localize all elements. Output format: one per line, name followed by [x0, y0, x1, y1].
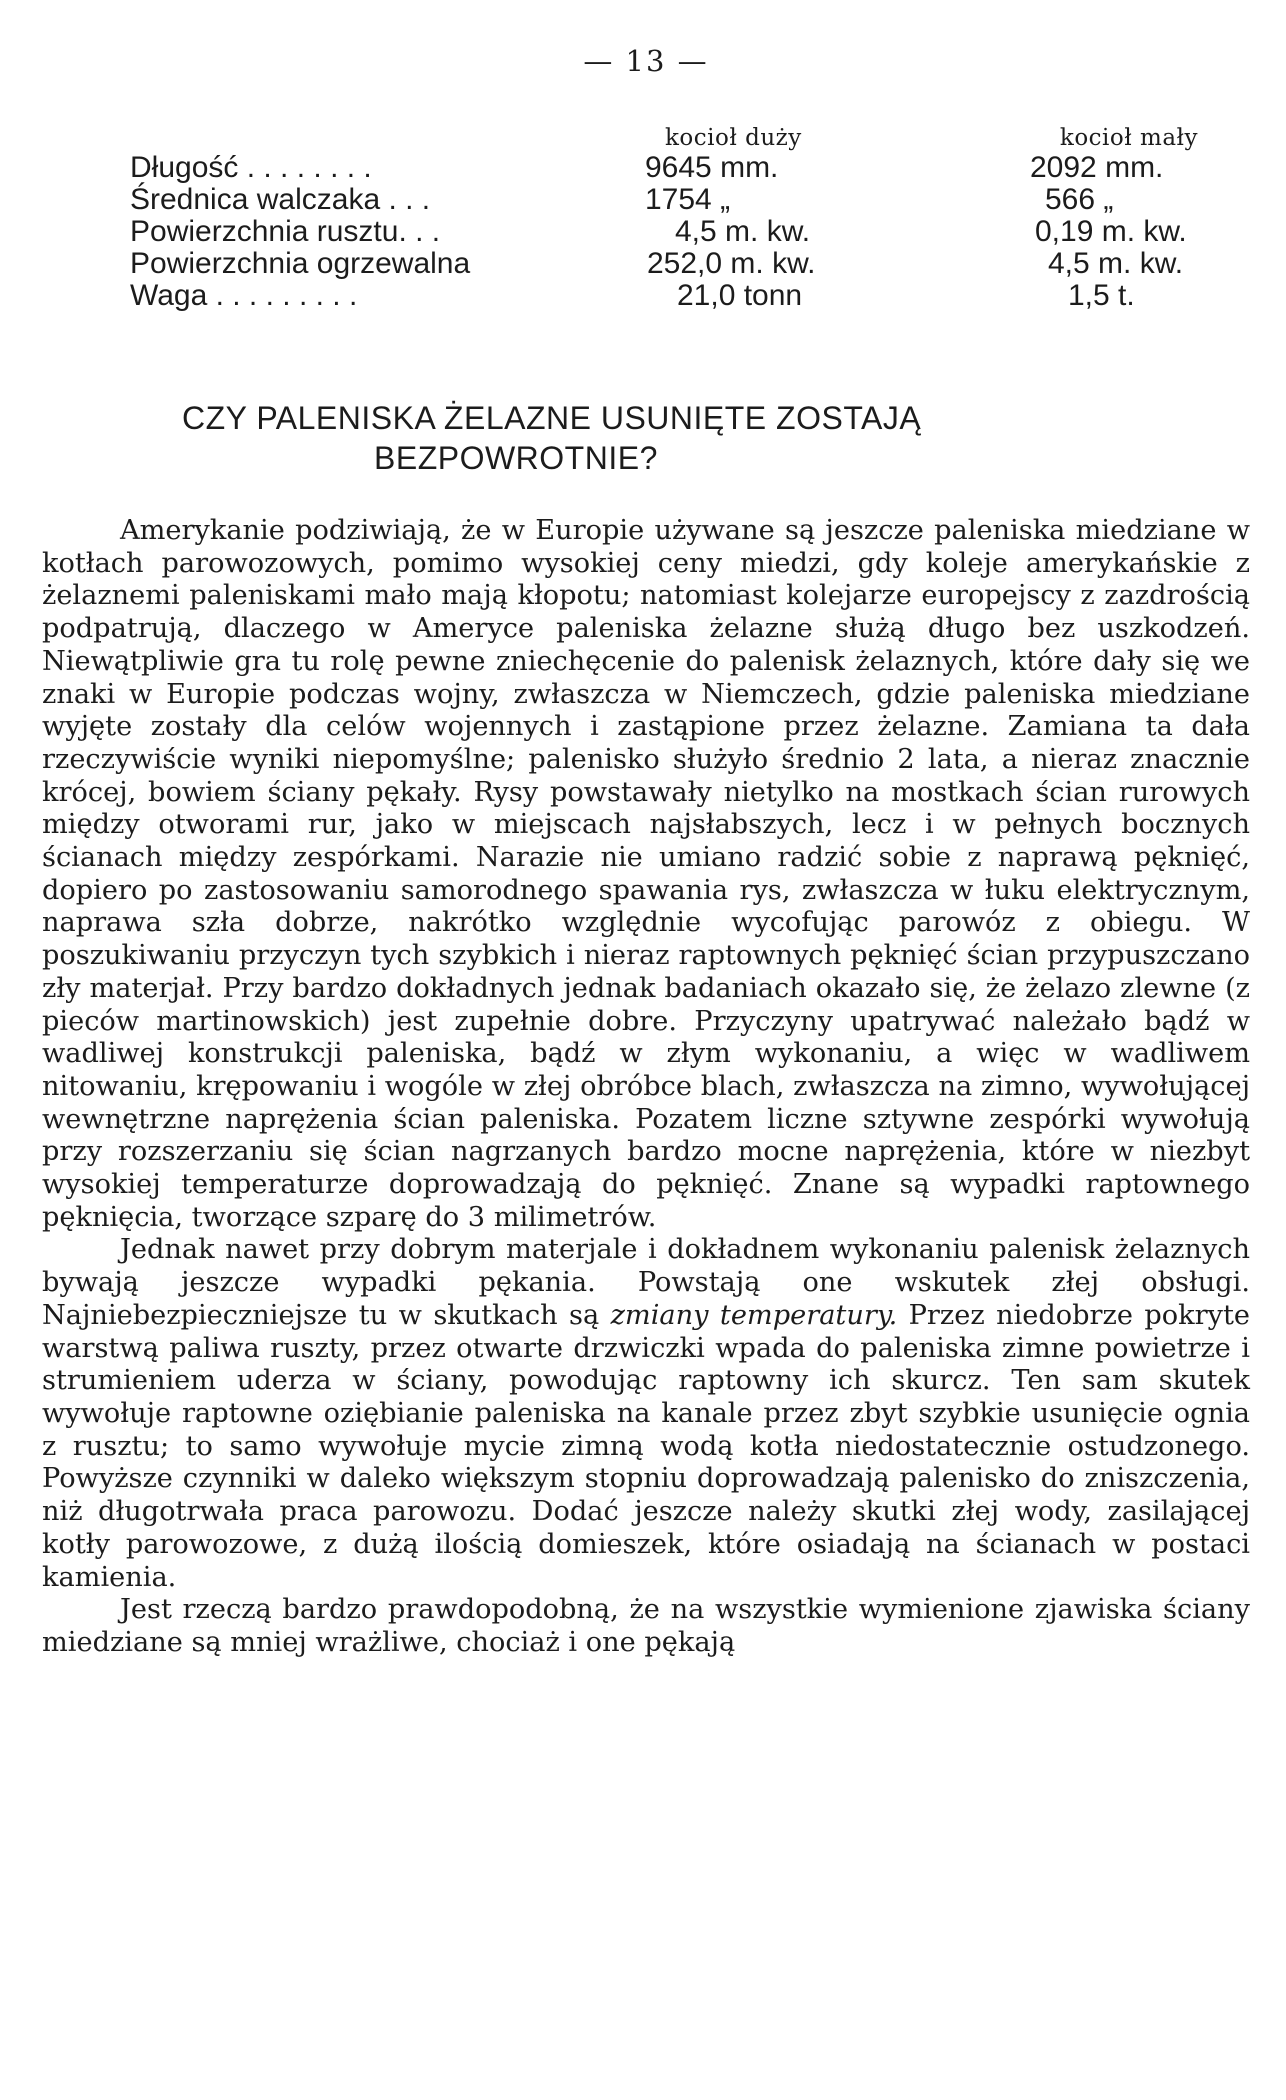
- section-heading: [142, 398, 1232, 478]
- document-page: [42, 0, 1250, 2100]
- spec-value-small: 0,19 m. kw.: [1035, 215, 1187, 248]
- paragraph-2-end: Przez niedobrze pokryte warstwą paliwa ruszty, przez otwarte drzwiczki wpada do paleniska zimne powietrze i strumieniem uderza w ściany, powodując raptowny ich skurcz. Ten sam skutek wywołuje raptowne oziębianie paleniska na kanale przez zbyt szybkie usunięcie ognia z rusztu; to samo wywołuje mycie zimną wodą kotła niedostatecznie ostudzonego. Powyższe czynniki w daleko większym stopniu doprowadzają palenisko do zniszczenia, niż długotrwała praca parowozu. Dodać jeszcze należy skutki złej wody, zasilającej kotły parowozowe, z dużą ilością domieszek, które osiadają na ścianach w postaci kamienia.: [42, 1299, 1250, 1593]
- specs-header-row: [130, 122, 1240, 152]
- specs-row-grate-area: [130, 216, 1240, 248]
- spec-value-big: 4,5 m. kw.: [675, 215, 811, 248]
- paragraph-2-start: Jednak nawet przy dobrym materjale i dokładnem wykonaniu palenisk żelaznych bywają jeszcze wypadki pękania. Powstają one wskutek złej obsługi. Najniebezpieczniejsze tu w skutkach są: [42, 1234, 1250, 1331]
- emphasis-temperature-changes: zmiany temperatury.: [610, 1299, 898, 1331]
- section-heading-line-1: CZY PALENISKA ŻELAZNE USUNIĘTE ZOSTAJĄ: [182, 400, 922, 436]
- spec-value-big: 1754 „: [645, 183, 731, 216]
- page-number: — 13 —: [583, 44, 709, 78]
- spec-value-big: 21,0 tonn: [677, 279, 803, 312]
- specs-header-small-boiler: kocioł mały: [1059, 125, 1198, 151]
- paragraph-3: Jest rzeczą bardzo prawdopodobną, że na wszystkie wymienione zjawiska ściany miedziane są mniej wrażliwe, chociaż i one pękają: [42, 1594, 1250, 1658]
- boiler-specs-table: [130, 122, 1240, 312]
- specs-row-length: [130, 152, 1240, 184]
- spec-value-small: 4,5 m. kw.: [1048, 247, 1184, 280]
- spec-label: Waga . . . . . . . . .: [130, 279, 358, 312]
- spec-label: Długość . . . . . . . .: [130, 151, 372, 184]
- spec-label: Powierzchnia rusztu. . .: [130, 215, 441, 248]
- section-heading-line-2: BEZPOWROTNIE?: [374, 440, 658, 476]
- spec-value-small: 566 „: [1045, 183, 1114, 216]
- spec-value-small: 2092 mm.: [1030, 151, 1164, 184]
- spec-value-big: 252,0 m. kw.: [647, 247, 816, 280]
- spec-value-small: 1,5 t.: [1068, 279, 1135, 312]
- spec-label: Powierzchnia ogrzewalna: [130, 247, 471, 280]
- paragraph-1: Amerykanie podziwiają, że w Europie używane są jeszcze paleniska miedziane w kotłach parowozowych, pomimo wysokiej ceny miedzi, gdy koleje amerykańskie z żelaznemi paleniskami mało mają kłopotu; natomiast kolejarze europejscy z zazdrością podpatrują, dlaczego w Ameryce paleniska żelazne służą długo bez uszkodzeń. Niewątpliwie gra tu rolę pewne zniechęcenie do palenisk żelaznych, które dały się we znaki w Europie podczas wojny, zwłaszcza w Niemczech, gdzie paleniska miedziane wyjęte zostały dla celów wojennych i zastąpione przez żelazne. Zamiana ta dała rzeczywiście wyniki niepomyślne; palenisko służyło średnio 2 lata, a nieraz znacznie krócej, bowiem ściany pękały. Rysy powstawały nietylko na mostkach ścian rurowych między otworami rur, jako w miejscach najsłabszych, lecz i w pełnych bocznych ścianach między zespórkami. Narazie nie umiano radzić sobie z naprawą pęknięć, dopiero po zastosowaniu samorodnego spawania rys, zwłaszcza w łuku elektrycznym, naprawa szła dobrze, nakrótko względnie wycofując parowóz z obiegu. W poszukiwaniu przyczyn tych szybkich i nieraz raptownych pęknięć ścian przypuszczano zły materjał. Przy bardzo dokładnych jednak badaniach okazało się, że żelazo zlewne (z pieców martinowskich) jest zupełnie dobre. Przyczyny upatrywać należało bądź w wadliwej konstrukcji paleniska, bądź w złym wykonaniu, a więc w wadliwem nitowaniu, krępowaniu i wogóle w złej obróbce blach, zwłaszcza na zimno, wywołującej wewnętrzne naprężenia ścian paleniska. Pozatem liczne sztywne zespórki wywołują przy rozszerzaniu się ścian nagrzanych bardzo mocne naprężenia, które w niezbyt wysokiej temperaturze doprowadzają do pęknięć. Znane są wypadki raptownego pęknięcia, tworzące szparę do 3 milimetrów.: [42, 515, 1250, 1233]
- paragraph-2: [42, 1234, 1250, 1594]
- specs-row-weight: [130, 280, 1240, 312]
- specs-row-diameter: [130, 184, 1240, 216]
- specs-header-big-boiler: kocioł duży: [665, 125, 802, 151]
- article-body: [42, 515, 1250, 1660]
- spec-value-big: 9645 mm.: [645, 151, 779, 184]
- spec-label: Średnica walczaka . . .: [130, 183, 431, 216]
- specs-row-heating-area: [130, 248, 1240, 280]
